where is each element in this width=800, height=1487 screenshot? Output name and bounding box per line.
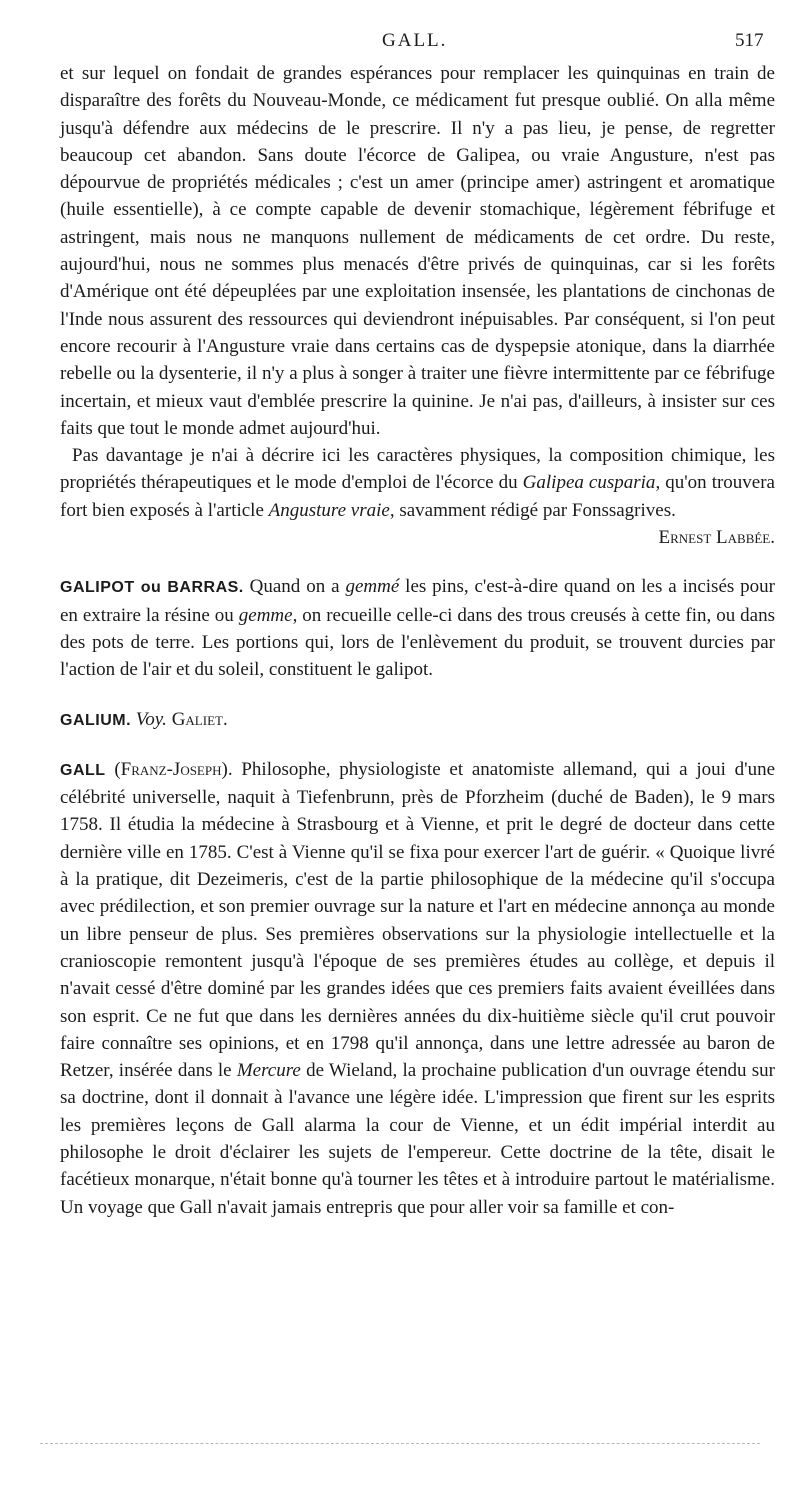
galipot-text-b: les pins, c'est-à-dire quand on les a incisés pour en extraire la résine ou bbox=[60, 576, 776, 626]
running-title: GALL. bbox=[382, 30, 448, 51]
gall-italic-mercure: Mercure bbox=[236, 1060, 301, 1082]
galipea-p2-text-a: Pas davantage je n'ai à décrire ici les caractères physiques, la composition chimique, les propriétés thérapeutiques et le mode d'emploi de l'écorce du bbox=[60, 445, 775, 494]
galium-cross-reference[interactable]: Galiet. bbox=[171, 708, 228, 730]
galipea-p2-species: Galipea cusparia bbox=[522, 472, 656, 494]
galipot-text-a: Quand on a bbox=[249, 576, 340, 598]
entry-galium bbox=[60, 706, 775, 734]
entry-head-galium: GALIUM. bbox=[60, 711, 132, 729]
galipot-italic-gemme: gemmé bbox=[345, 576, 400, 598]
galipot-text-c: , on recueille celle-ci dans des trous creusés à cette fin, ou dans des pots de terre. Les portions qui, lors de l'enlèvement du produit, se trouvent durcies par l'action de l'air et du soleil, constituent le galipot. bbox=[60, 604, 776, 681]
galium-voy: Voy. bbox=[135, 708, 167, 730]
galipea-paragraph-1: et sur lequel on fondait de grandes espérances pour remplacer les quinquinas en train de disparaître des forêts du Nouveau-Monde, ce médicament fut presque oublié. On alla même jusqu'à défendre aux médecins de le prescrire. Il n'y a pas lieu, je pense, de regretter beaucoup cet abandon. Sans doute l'écorce de Galipea, ou vraie Angusture, n'est pas dépourvue de propriétés médicales ; c'est un amer (principe amer) astringent et aromatique (huile essentielle), à ce compte capable de devenir stomachique, légèrement fébrifuge et astringent, mais nous ne manquons nullement de médicaments de cet ordre. Du reste, aujourd'hui, nous ne sommes plus menacés d'être privés de quinquinas, car si les forêts d'Amérique ont été dépeuplées par une exploitation insensée, les plantations de cinchonas de l'Inde nous assurent des ressources qui deviendront inépuisables. Par conséquent, si l'on peut encore recourir à l'Angusture vraie dans certains cas de dyspepsie atonique, dans la diarrhée rebelle ou la dysenterie, il n'y a plus à songer à traiter une fièvre intermittente par ce fébrifuge incertain, et mieux vaut d'emblée prescrire la quinine. Je n'ai pas, d'ailleurs, à insister sur ces faits que tout le monde admet aujourd'hui. bbox=[60, 63, 775, 439]
galipea-p2-text-b: , qu'on trouvera fort bien exposés à l'article bbox=[60, 472, 775, 521]
entry-head-galipot: GALIPOT ou BARRAS. bbox=[60, 579, 244, 597]
galipot-italic-gemme-noun: gemme bbox=[238, 604, 293, 626]
galipea-p2-article-ref: Angusture vraie bbox=[268, 499, 390, 521]
entry-galipot bbox=[60, 573, 775, 683]
page-number: 517 bbox=[735, 30, 764, 51]
entry-gall bbox=[60, 756, 775, 1221]
body-text bbox=[60, 60, 775, 1221]
gall-text-a: Philosophe, physiologiste et anatomiste allemand, qui a joui d'une célébrité universelle, naquit à Tiefenbrunn, près de Pforzheim (duché de Baden), le 9 mars 1758. Il étudia la médecine à Strasbourg et à Vienne, et prit le degré de docteur dans cette dernière ville en 1785. C'est à Vienne qu'il se fixa pour exercer l'art de guérir. « Quoique livré à la pratique, dit Dezeimeris, c'est de la partie philosophique de la médecine qu'il s'occupa avec prédilection, et son premier ouvrage sur la nature et l'art en médecine annonça au monde un libre penseur de plus. Ses premières observations sur la physiologie intellectuelle et la cranioscopie remontent jusqu'à l'époque de ses premières études au collège, et depuis il n'avait cessé d'être dominé par les grandes idées que ces premiers faits avaient éveillées dans son esprit. Ce ne fut que dans les dernières années du dix-huitième siècle qu'il crut pouvoir faire connaître ses opinions, et en 1798 qu'il annonça, dans une lettre adressée au baron de Retzer, insérée dans le bbox=[60, 758, 776, 1082]
author-signature: Ernest Labbée. bbox=[658, 527, 775, 549]
gall-full-name: (Franz-Joseph). bbox=[114, 758, 233, 780]
entry-head-gall: GALL bbox=[60, 761, 106, 779]
galipea-paragraph-2 bbox=[60, 442, 775, 549]
bottom-rule bbox=[40, 1443, 760, 1444]
running-head bbox=[0, 30, 800, 58]
galipea-p2-text-c: , savamment rédigé par Fonssagrives. bbox=[389, 499, 676, 521]
gall-text-b: de Wieland, la prochaine publication d'un ouvrage étendu sur sa doctrine, dont il donnait à l'avance une légère idée. L'impression que firent sur les esprits les premières leçons de Gall alarma la cour de Vienne, et un édit impérial interdit au philosophe le droit d'éclairer les sujets de l'empereur. Cette doctrine de la tête, disait le facétieux monarque, n'était bonne qu'à tourner les têtes et à introduire partout le matérialisme. Un voyage que Gall n'avait jamais entrepris que pour aller voir sa famille et con- bbox=[60, 1060, 775, 1218]
